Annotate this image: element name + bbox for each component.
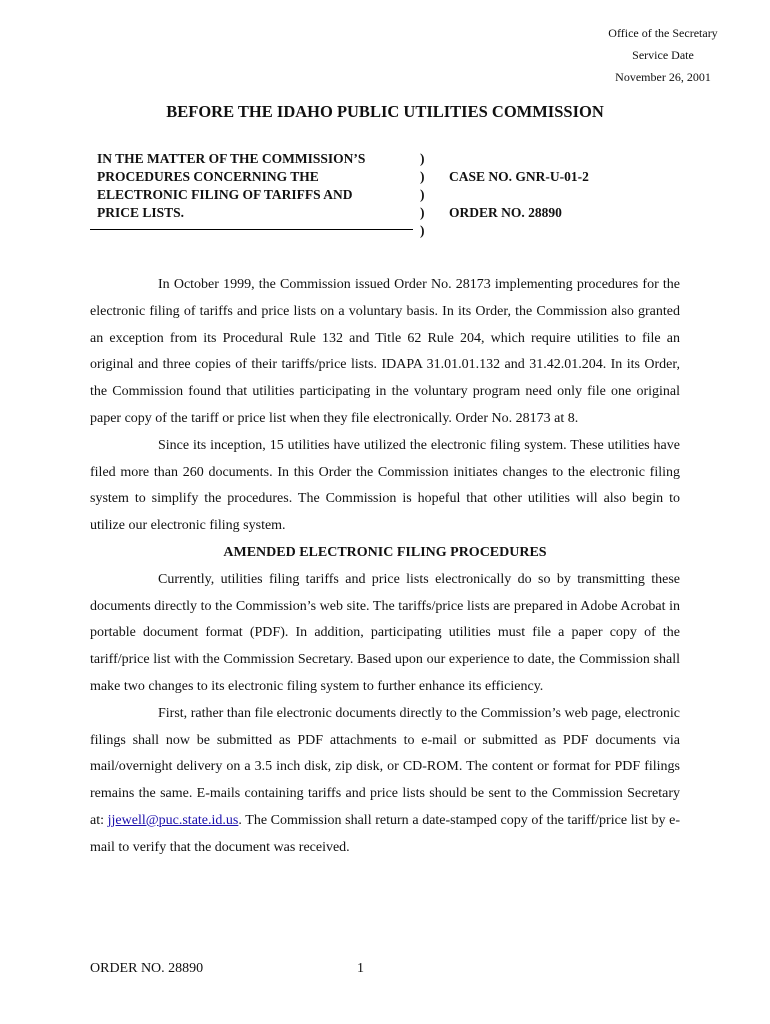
paragraph: In October 1999, the Commission issued Order No. 28173 implementing procedures for the electronic filing of tariffs and price lists on a voluntary basis. In its Order, the Commission also granted an exception from its Procedural Rule 132 and Title 62 Rule 204, which require utilities to file an original and three copies of their tariffs/price lists. IDAPA 31.01.01.132 and 31.42.01.204. In its Order, the Commission found that utilities participating in the voluntary program need only file one original paper copy of the tariff or price list when they file electronically. Order No. 28173 at 8. xyxy=(90,277,680,426)
document-title: BEFORE THE IDAHO PUBLIC UTILITIES COMMISSION xyxy=(166,102,604,121)
paragraph-text: First, rather than file electronic documents directly to the Commission’s web page, electronic filings shall now be submitted as PDF attachments to e-mail or submitted as PDF documents via mail/overnight delivery on a 3.5 inch disk, zip disk, or CD-ROM. The content or format for PDF filings remains the same. E-mails containing tariffs and price lists should be sent to the Commission Secretary at: xyxy=(90,705,680,828)
caption-line: PROCEDURES CONCERNING THE xyxy=(97,169,319,184)
order-body xyxy=(90,272,680,862)
paragraph-text: . The Commission shall return a date-stamped copy of the tariff/price list by e-mail to verify that the document was received. xyxy=(90,812,680,855)
caption-parens xyxy=(420,150,430,240)
office-line: Office of the Secretary xyxy=(608,26,718,40)
paren: ) xyxy=(420,223,425,238)
caption-underline xyxy=(90,229,413,230)
paren: ) xyxy=(420,169,425,184)
order-number: ORDER NO. 28890 xyxy=(449,205,562,220)
case-number: CASE NO. GNR-U-01-2 xyxy=(449,169,589,184)
email-link[interactable]: jjewell@puc.state.id.us xyxy=(107,812,239,828)
caption-line: IN THE MATTER OF THE COMMISSION’S xyxy=(97,151,366,166)
paragraph: Since its inception, 15 utilities have utilized the electronic filing system. These utilities have filed more than 260 documents. In this Order the Commission initiates changes to the electronic filing system to simplify the procedures. The Commission is hopeful that other utilities will also begin to utilize our electronic filing system. xyxy=(90,437,680,534)
section-heading: AMENDED ELECTRONIC FILING PROCEDURES xyxy=(223,544,547,560)
caption-matter xyxy=(97,150,417,222)
caption-line: PRICE LISTS. xyxy=(97,205,185,220)
service-date-block xyxy=(520,22,720,88)
service-date-label: Service Date xyxy=(632,48,694,62)
paren: ) xyxy=(420,151,425,166)
page-number: 1 xyxy=(357,961,364,976)
paragraph xyxy=(90,701,680,862)
paragraph: Currently, utilities filing tariffs and price lists electronically do so by transmitting these documents directly to the Commission’s web site. The tariffs/price lists are prepared in Adobe Acrobat in portable document format (PDF). In addition, participating utilities must file a paper copy of the tariff/price list with the Commission Secretary. Based upon our experience to date, the Commission shall make two changes to its electronic filing system to further enhance its efficiency. xyxy=(90,571,680,694)
paren: ) xyxy=(420,205,425,220)
service-date-value: November 26, 2001 xyxy=(615,70,711,84)
paren: ) xyxy=(420,187,425,202)
footer-order-number: ORDER NO. 28890 xyxy=(90,961,204,976)
caption-line: ELECTRONIC FILING OF TARIFFS AND xyxy=(97,187,353,202)
